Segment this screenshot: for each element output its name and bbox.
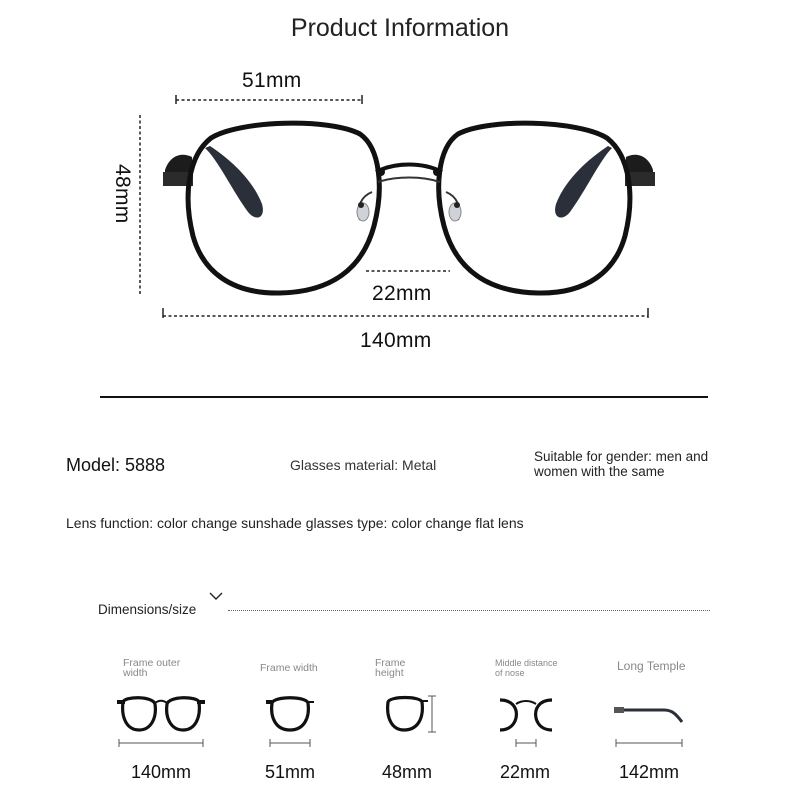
card-value-long-temple: 142mm: [618, 762, 680, 782]
page-title: Product Information: [290, 14, 510, 42]
chevron-down-icon: [208, 590, 224, 602]
card-label-frame-outer-width: Frame outer width: [123, 657, 181, 679]
single-lens-icon: [266, 692, 316, 748]
card-label-frame-height: Frame height: [375, 657, 406, 679]
left-temple-icon: [163, 146, 263, 218]
temple-arm-icon: [612, 700, 686, 748]
nose-pad-icon: [357, 192, 461, 221]
card-value-frame-outer-width: 140mm: [130, 762, 192, 782]
right-lens-frame: [439, 123, 630, 293]
nose-bridge-thumb-icon: [498, 692, 554, 748]
lens-width-dimension-line: [176, 95, 362, 104]
section-divider: [100, 396, 708, 398]
front-glasses-icon: [115, 692, 207, 748]
lens-height-icon: [382, 692, 438, 740]
card-value-nose-distance: 22mm: [499, 762, 550, 782]
card-value-frame-width: 51mm: [264, 762, 315, 782]
card-value-frame-height: 48mm: [381, 762, 432, 782]
dimensions-title: Dimensions/size: [98, 602, 197, 617]
lens-function-spec: Lens function: color change sunshade glasses type: color change flat lens: [66, 515, 524, 531]
lens-height-label: 48mm: [111, 164, 134, 224]
card-label-frame-width: Frame width: [260, 662, 318, 674]
lens-width-label: 51mm: [242, 69, 302, 92]
model-spec: Model: 5888: [66, 455, 166, 475]
material-spec: Glasses material: Metal: [290, 457, 437, 473]
nose-bridge-icon: [376, 165, 442, 183]
frame-width-dimension-line: [163, 308, 648, 318]
bridge-width-label: 22mm: [372, 282, 432, 305]
left-lens-frame: [188, 123, 379, 293]
right-temple-icon: [555, 146, 655, 218]
gender-spec: Suitable for gender: men and women with the same: [534, 449, 709, 479]
dotted-rule: [228, 610, 710, 611]
card-label-nose-distance: Middle distance of nose: [495, 658, 558, 678]
card-label-long-temple: Long Temple: [617, 659, 686, 673]
frame-width-label: 140mm: [360, 329, 432, 352]
